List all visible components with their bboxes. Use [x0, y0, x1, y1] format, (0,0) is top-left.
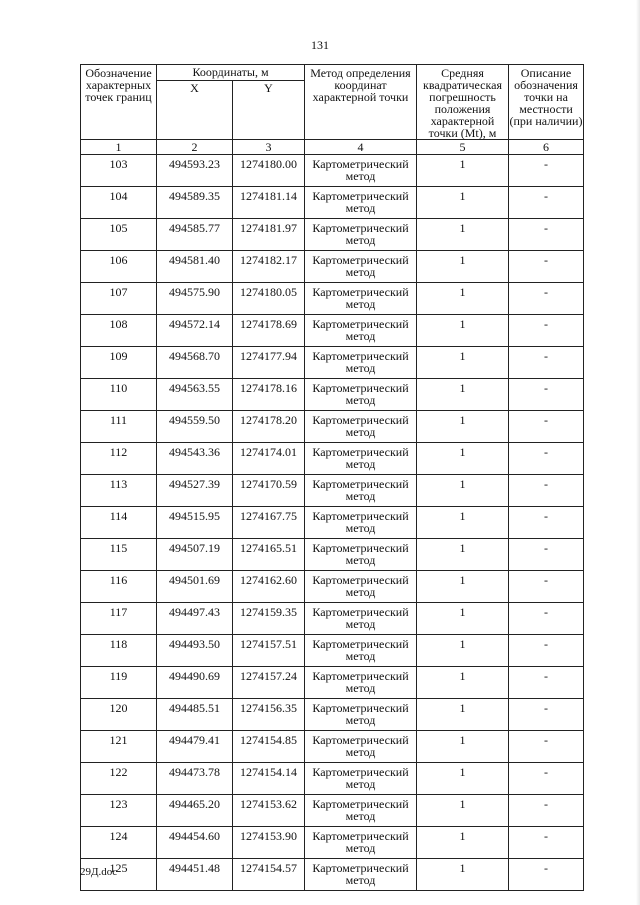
y-coordinate-cell: 1274167.75 — [233, 507, 305, 539]
method-cell — [305, 763, 417, 795]
method-text: Картометрический метод — [312, 477, 409, 503]
table-row — [81, 187, 584, 219]
table-row — [81, 155, 584, 187]
method-cell — [305, 539, 417, 571]
footer-filename: 29Д.doc — [80, 866, 118, 878]
y-coordinate-cell: 1274178.20 — [233, 411, 305, 443]
scan-edge — [636, 0, 640, 905]
point-id-cell: 107 — [81, 283, 157, 315]
method-cell — [305, 635, 417, 667]
header-row — [81, 65, 584, 81]
y-coordinate-cell: 1274153.90 — [233, 827, 305, 859]
point-id-cell: 122 — [81, 763, 157, 795]
description-cell: - — [509, 155, 584, 187]
y-coordinate-cell: 1274178.69 — [233, 315, 305, 347]
description-cell: - — [509, 539, 584, 571]
header-y: Y — [233, 81, 305, 140]
y-coordinate-cell: 1274156.35 — [233, 699, 305, 731]
error-cell: 1 — [417, 859, 509, 891]
x-coordinate-cell: 494479.41 — [157, 731, 233, 763]
description-cell: - — [509, 603, 584, 635]
header-error: Средняя квадратическая погрешность положения характерной точки (Mt), м — [417, 65, 509, 140]
method-cell — [305, 187, 417, 219]
method-text: Картометрический метод — [312, 221, 409, 247]
x-coordinate-cell: 494451.48 — [157, 859, 233, 891]
point-id-cell: 104 — [81, 187, 157, 219]
table-row — [81, 795, 584, 827]
header-description: Описание обозначения точки на местности (при наличии) — [509, 65, 584, 140]
description-cell: - — [509, 379, 584, 411]
method-text: Картометрический метод — [312, 285, 409, 311]
table-row — [81, 571, 584, 603]
error-cell: 1 — [417, 699, 509, 731]
description-cell: - — [509, 347, 584, 379]
x-coordinate-cell: 494575.90 — [157, 283, 233, 315]
table-row — [81, 379, 584, 411]
x-coordinate-cell: 494454.60 — [157, 827, 233, 859]
x-coordinate-cell: 494507.19 — [157, 539, 233, 571]
error-cell: 1 — [417, 411, 509, 443]
description-cell: - — [509, 827, 584, 859]
header-method: Метод определения координат характерной точки — [305, 65, 417, 140]
method-text: Картометрический метод — [312, 605, 409, 631]
x-coordinate-cell: 494473.78 — [157, 763, 233, 795]
x-coordinate-cell: 494585.77 — [157, 219, 233, 251]
table-row — [81, 603, 584, 635]
method-text: Картометрический метод — [312, 573, 409, 599]
table-row — [81, 315, 584, 347]
y-coordinate-cell: 1274154.85 — [233, 731, 305, 763]
error-cell: 1 — [417, 347, 509, 379]
x-coordinate-cell: 494527.39 — [157, 475, 233, 507]
table-row — [81, 827, 584, 859]
method-text: Картометрический метод — [312, 541, 409, 567]
table-row — [81, 347, 584, 379]
method-cell — [305, 571, 417, 603]
error-cell: 1 — [417, 443, 509, 475]
method-cell — [305, 507, 417, 539]
method-cell — [305, 347, 417, 379]
y-coordinate-cell: 1274157.24 — [233, 667, 305, 699]
table-body — [81, 155, 584, 891]
method-cell — [305, 219, 417, 251]
description-cell: - — [509, 251, 584, 283]
table-row — [81, 699, 584, 731]
description-cell: - — [509, 507, 584, 539]
point-id-cell: 123 — [81, 795, 157, 827]
y-coordinate-cell: 1274182.17 — [233, 251, 305, 283]
point-id-cell: 125 — [81, 859, 157, 891]
error-cell: 1 — [417, 251, 509, 283]
y-coordinate-cell: 1274157.51 — [233, 635, 305, 667]
method-cell — [305, 251, 417, 283]
method-text: Картометрический метод — [312, 701, 409, 727]
method-text: Картометрический метод — [312, 189, 409, 215]
error-cell: 1 — [417, 155, 509, 187]
description-cell: - — [509, 475, 584, 507]
point-id-cell: 121 — [81, 731, 157, 763]
method-cell — [305, 731, 417, 763]
point-id-cell: 120 — [81, 699, 157, 731]
x-coordinate-cell: 494501.69 — [157, 571, 233, 603]
point-id-cell: 111 — [81, 411, 157, 443]
error-cell: 1 — [417, 539, 509, 571]
error-cell: 1 — [417, 635, 509, 667]
error-cell: 1 — [417, 571, 509, 603]
method-cell — [305, 859, 417, 891]
table-row — [81, 667, 584, 699]
method-text: Картометрический метод — [312, 253, 409, 279]
point-id-cell: 112 — [81, 443, 157, 475]
method-text: Картометрический метод — [312, 765, 409, 791]
error-cell: 1 — [417, 187, 509, 219]
point-id-cell: 119 — [81, 667, 157, 699]
point-id-cell: 113 — [81, 475, 157, 507]
error-cell: 1 — [417, 827, 509, 859]
table-row — [81, 763, 584, 795]
method-cell — [305, 827, 417, 859]
x-coordinate-cell: 494493.50 — [157, 635, 233, 667]
table-row — [81, 283, 584, 315]
x-coordinate-cell: 494485.51 — [157, 699, 233, 731]
error-cell: 1 — [417, 507, 509, 539]
y-coordinate-cell: 1274181.14 — [233, 187, 305, 219]
x-coordinate-cell: 494497.43 — [157, 603, 233, 635]
method-cell — [305, 283, 417, 315]
method-text: Картометрический метод — [312, 349, 409, 375]
error-cell: 1 — [417, 315, 509, 347]
method-cell — [305, 603, 417, 635]
header-coordinates: Координаты, м — [157, 65, 305, 81]
table-row — [81, 219, 584, 251]
y-coordinate-cell: 1274165.51 — [233, 539, 305, 571]
y-coordinate-cell: 1274162.60 — [233, 571, 305, 603]
table-row — [81, 539, 584, 571]
description-cell: - — [509, 571, 584, 603]
column-number: 1 — [81, 140, 157, 155]
method-cell — [305, 699, 417, 731]
description-cell: - — [509, 283, 584, 315]
column-number: 3 — [233, 140, 305, 155]
description-cell: - — [509, 667, 584, 699]
column-number: 4 — [305, 140, 417, 155]
table-row — [81, 411, 584, 443]
method-cell — [305, 795, 417, 827]
method-text: Картометрический метод — [312, 669, 409, 695]
y-coordinate-cell: 1274180.00 — [233, 155, 305, 187]
description-cell: - — [509, 219, 584, 251]
point-id-cell: 108 — [81, 315, 157, 347]
description-cell: - — [509, 315, 584, 347]
method-text: Картометрический метод — [312, 413, 409, 439]
point-id-cell: 103 — [81, 155, 157, 187]
method-cell — [305, 411, 417, 443]
point-id-cell: 110 — [81, 379, 157, 411]
method-text: Картометрический метод — [312, 797, 409, 823]
point-id-cell: 117 — [81, 603, 157, 635]
x-coordinate-cell: 494593.23 — [157, 155, 233, 187]
description-cell: - — [509, 795, 584, 827]
method-text: Картометрический метод — [312, 445, 409, 471]
x-coordinate-cell: 494589.35 — [157, 187, 233, 219]
error-cell: 1 — [417, 283, 509, 315]
table-row — [81, 507, 584, 539]
point-id-cell: 109 — [81, 347, 157, 379]
page-number: 131 — [311, 38, 329, 52]
error-cell: 1 — [417, 379, 509, 411]
table-row — [81, 859, 584, 891]
point-id-cell: 105 — [81, 219, 157, 251]
column-number: 5 — [417, 140, 509, 155]
point-id-cell: 115 — [81, 539, 157, 571]
y-coordinate-cell: 1274153.62 — [233, 795, 305, 827]
method-cell — [305, 155, 417, 187]
point-id-cell: 124 — [81, 827, 157, 859]
description-cell: - — [509, 443, 584, 475]
description-cell: - — [509, 699, 584, 731]
method-text: Картометрический метод — [312, 381, 409, 407]
column-number: 6 — [509, 140, 584, 155]
x-coordinate-cell: 494543.36 — [157, 443, 233, 475]
method-cell — [305, 443, 417, 475]
error-cell: 1 — [417, 667, 509, 699]
x-coordinate-cell: 494572.14 — [157, 315, 233, 347]
description-cell: - — [509, 411, 584, 443]
method-text: Картометрический метод — [312, 637, 409, 663]
method-cell — [305, 379, 417, 411]
column-number: 2 — [157, 140, 233, 155]
x-coordinate-cell: 494515.95 — [157, 507, 233, 539]
y-coordinate-cell: 1274180.05 — [233, 283, 305, 315]
description-cell: - — [509, 859, 584, 891]
error-cell: 1 — [417, 603, 509, 635]
method-text: Картометрический метод — [312, 861, 409, 887]
table-row — [81, 251, 584, 283]
x-coordinate-cell: 494581.40 — [157, 251, 233, 283]
method-text: Картометрический метод — [312, 157, 409, 183]
method-text: Картометрический метод — [312, 317, 409, 343]
table-row — [81, 475, 584, 507]
description-cell: - — [509, 635, 584, 667]
x-coordinate-cell: 494563.55 — [157, 379, 233, 411]
description-cell: - — [509, 731, 584, 763]
method-cell — [305, 315, 417, 347]
x-coordinate-cell: 494465.20 — [157, 795, 233, 827]
y-coordinate-cell: 1274154.57 — [233, 859, 305, 891]
header-x: X — [157, 81, 233, 140]
table-row — [81, 443, 584, 475]
table-row — [81, 635, 584, 667]
error-cell: 1 — [417, 219, 509, 251]
point-id-cell: 116 — [81, 571, 157, 603]
method-text: Картометрический метод — [312, 733, 409, 759]
x-coordinate-cell: 494568.70 — [157, 347, 233, 379]
error-cell: 1 — [417, 763, 509, 795]
y-coordinate-cell: 1274178.16 — [233, 379, 305, 411]
point-id-cell: 118 — [81, 635, 157, 667]
y-coordinate-cell: 1274181.97 — [233, 219, 305, 251]
column-number-row — [81, 140, 584, 155]
method-cell — [305, 475, 417, 507]
y-coordinate-cell: 1274154.14 — [233, 763, 305, 795]
x-coordinate-cell: 494490.69 — [157, 667, 233, 699]
header-designation: Обозначение характерных точек границ — [81, 65, 157, 140]
error-cell: 1 — [417, 795, 509, 827]
description-cell: - — [509, 763, 584, 795]
y-coordinate-cell: 1274159.35 — [233, 603, 305, 635]
y-coordinate-cell: 1274170.59 — [233, 475, 305, 507]
description-cell: - — [509, 187, 584, 219]
method-text: Картометрический метод — [312, 829, 409, 855]
method-text: Картометрический метод — [312, 509, 409, 535]
y-coordinate-cell: 1274174.01 — [233, 443, 305, 475]
y-coordinate-cell: 1274177.94 — [233, 347, 305, 379]
error-cell: 1 — [417, 475, 509, 507]
point-id-cell: 106 — [81, 251, 157, 283]
x-coordinate-cell: 494559.50 — [157, 411, 233, 443]
point-id-cell: 114 — [81, 507, 157, 539]
method-cell — [305, 667, 417, 699]
boundary-points-table — [80, 64, 584, 891]
error-cell: 1 — [417, 731, 509, 763]
table-row — [81, 731, 584, 763]
